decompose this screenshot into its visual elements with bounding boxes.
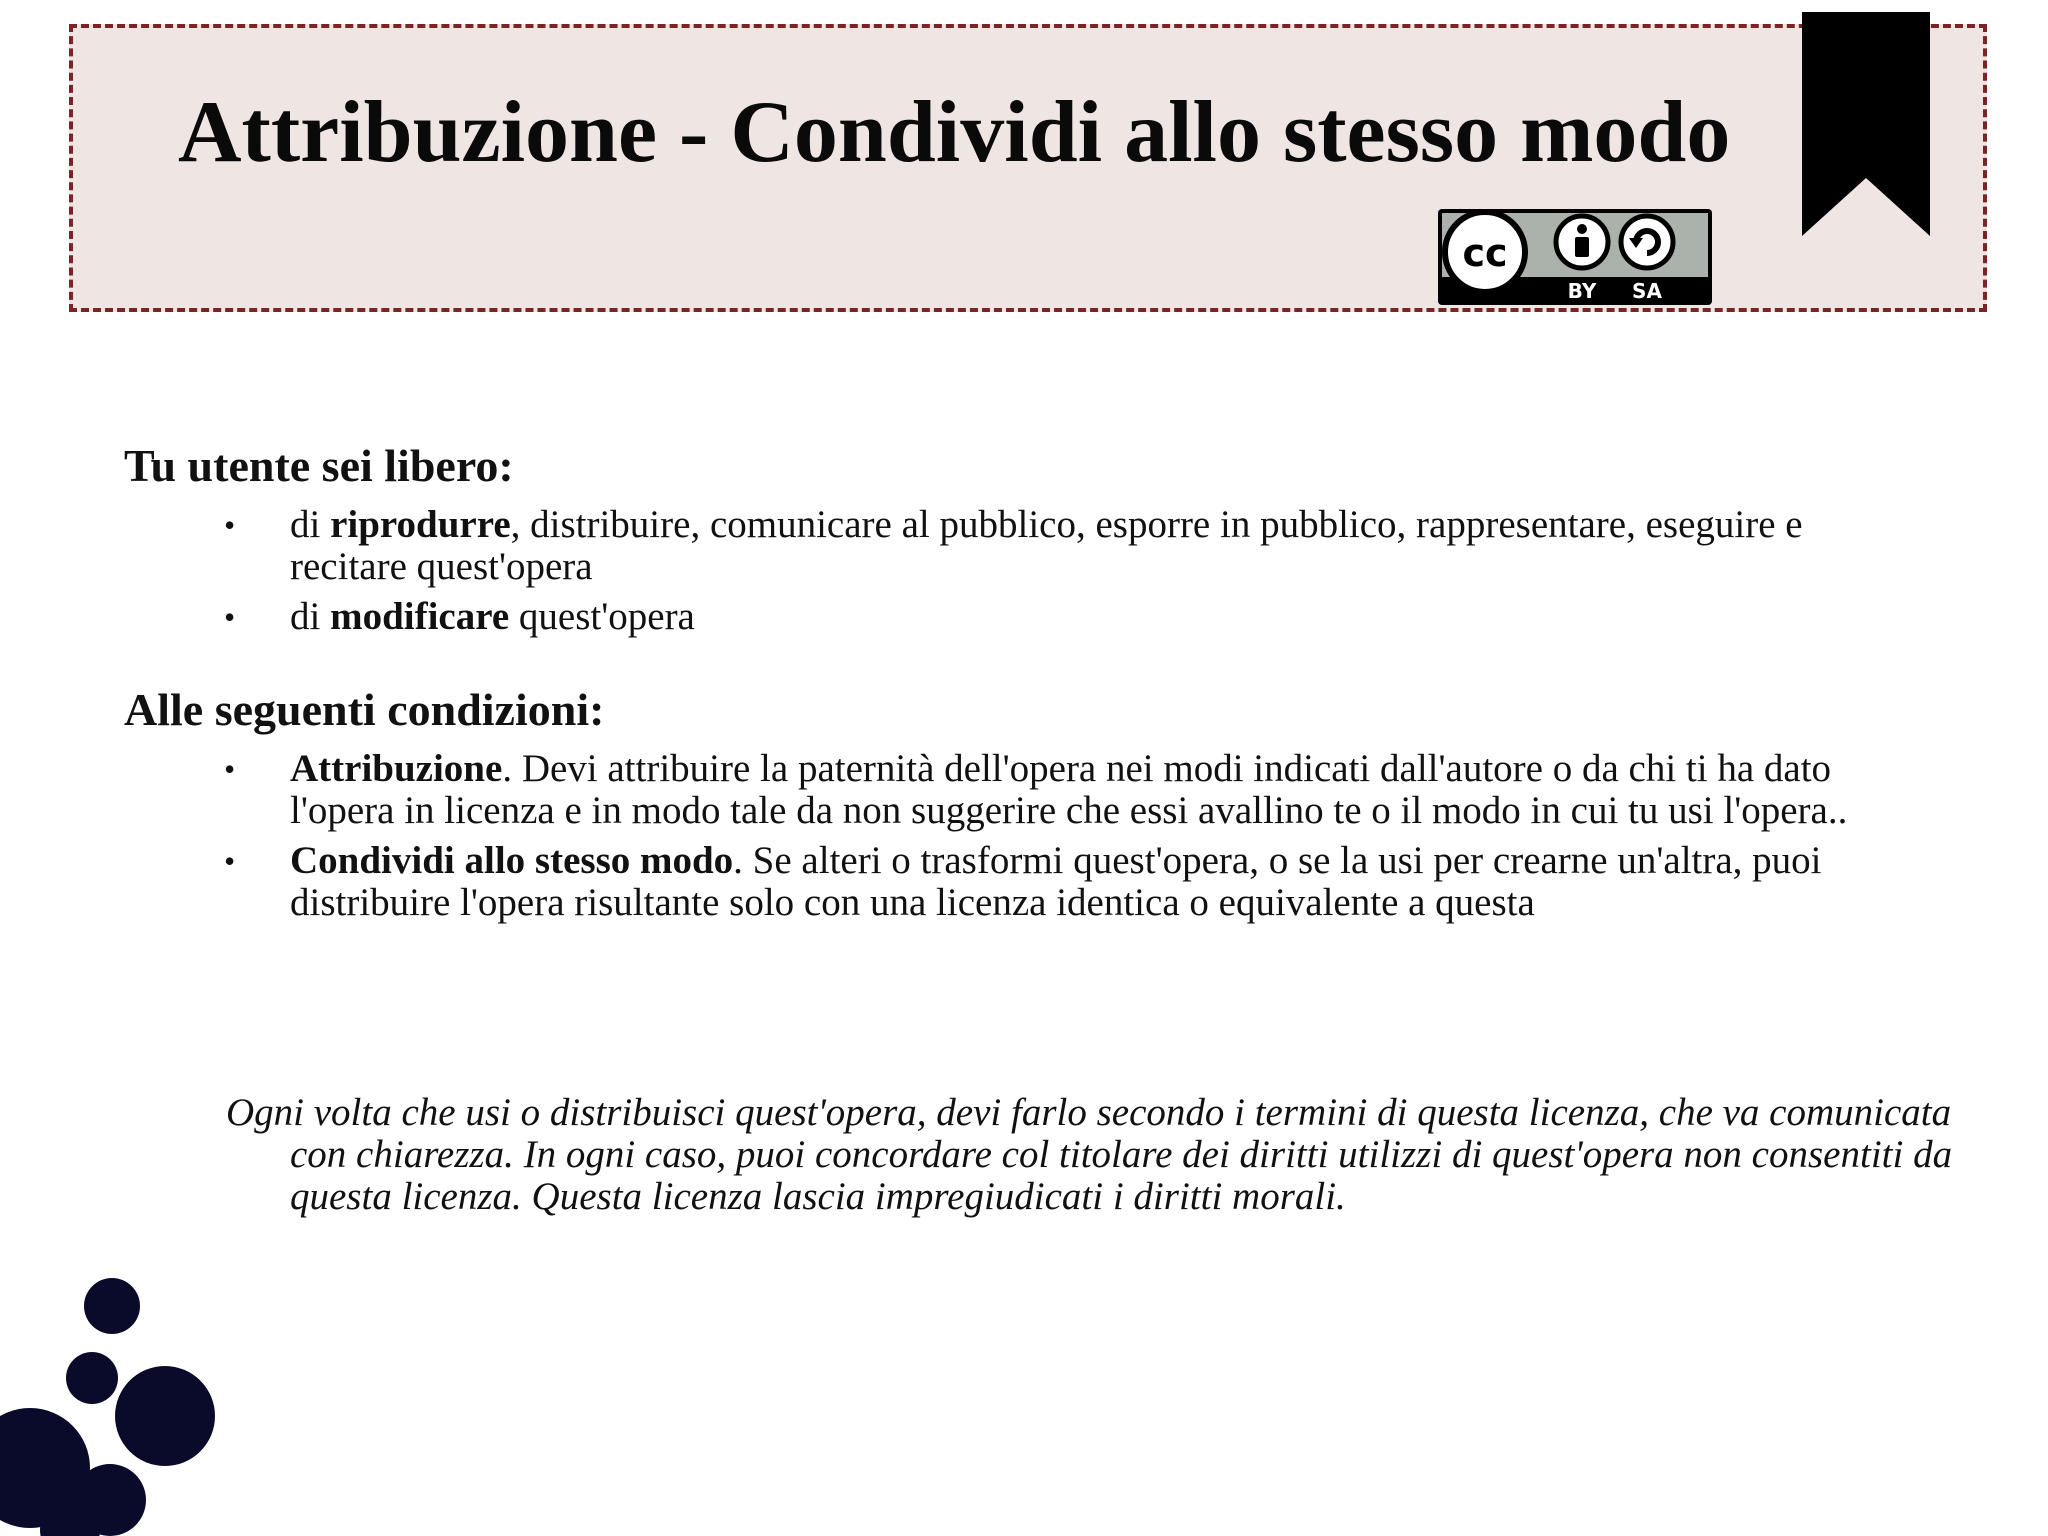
item-bold-text: riprodurre bbox=[330, 503, 511, 546]
list-item bbox=[124, 840, 1884, 924]
cc-badge-cc-text: cc bbox=[1462, 231, 1508, 275]
item-bold-text: Attribuzione bbox=[290, 747, 503, 790]
bullet-icon: • bbox=[224, 507, 236, 543]
slide-body bbox=[124, 436, 1924, 924]
list-item bbox=[124, 596, 1884, 638]
item-text: quest'opera bbox=[509, 595, 695, 638]
cc-badge-by-label: BY bbox=[1567, 279, 1597, 303]
section-heading-conditions: Alle seguenti condizioni: bbox=[124, 684, 605, 735]
section-heading-freedoms: Tu utente sei libero: bbox=[124, 440, 514, 491]
item-text: . Devi attribuire la paternità dell'opera nei modi indicati dall'autore o da chi ti ha dato l'opera in licenza e in modo tale da non suggerire che essi avallino te o il modo in cui tu usi l'opera.. bbox=[290, 747, 1848, 832]
item-text: di bbox=[290, 595, 331, 638]
cc-by-sa-badge-icon bbox=[1437, 208, 1713, 306]
bullet-icon: • bbox=[224, 751, 236, 787]
conditions-list bbox=[124, 748, 1924, 924]
item-text: . Se alteri o trasformi quest'opera, o se la usi per crearne un'altra, puoi distribuire l'opera risultante solo con una licenza identica o equivalente a questa bbox=[290, 839, 1822, 924]
bullet-icon: • bbox=[224, 843, 236, 879]
item-text: di bbox=[290, 503, 331, 546]
ink-splatter-decoration bbox=[0, 1250, 240, 1536]
item-text: , distribuire, comunicare al pubblico, esporre in pubblico, rappresentare, eseguire e recitare quest'opera bbox=[290, 503, 1803, 588]
item-bold-text: Condividi allo stesso modo bbox=[290, 839, 734, 882]
bookmark-icon bbox=[1802, 12, 1930, 236]
item-bold-text: modificare bbox=[330, 595, 510, 638]
slide-title: Attribuzione - Condividi allo stesso modo bbox=[178, 84, 1731, 181]
cc-badge-sa-label: SA bbox=[1632, 279, 1662, 303]
list-item bbox=[124, 748, 1884, 832]
license-note: Ogni volta che usi o distribuisci quest'opera, devi farlo secondo i termini di questa licenza, che va comunicata con chiarezza. In ogni caso, puoi concordare col titolare dei diritti utilizzi di quest'opera non consentiti da questa licenza. Questa licenza lascia impregiudicati i diritti morali. bbox=[226, 1091, 1953, 1218]
freedoms-list bbox=[124, 504, 1924, 638]
list-item bbox=[124, 504, 1884, 588]
bullet-icon: • bbox=[224, 599, 236, 635]
